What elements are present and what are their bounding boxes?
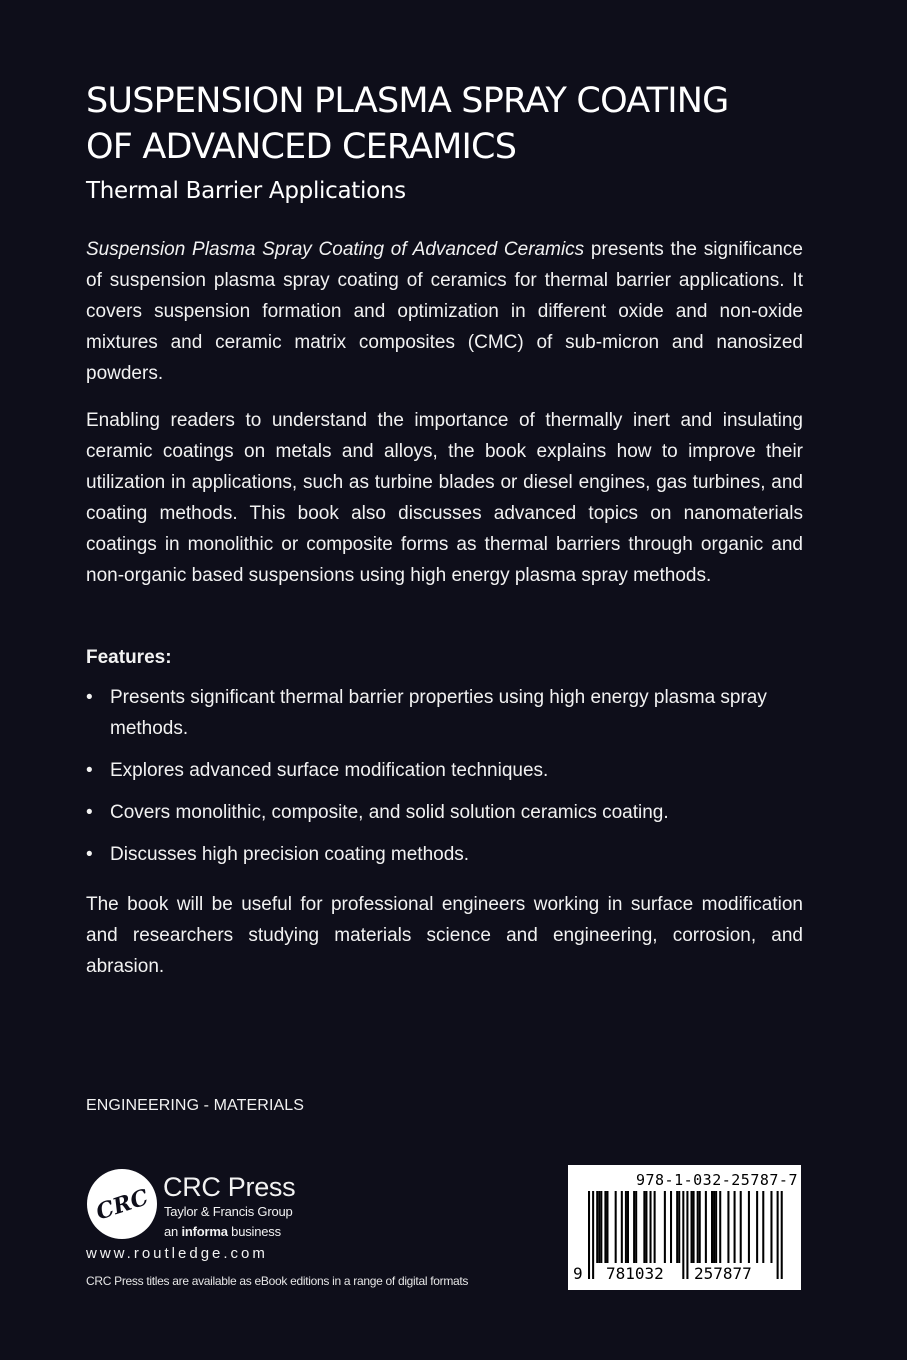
feature-item	[86, 839, 803, 870]
barcode-bar	[756, 1191, 758, 1263]
publisher-group: Taylor & Francis Group	[164, 1204, 293, 1219]
barcode-bar	[705, 1191, 707, 1263]
barcode-bar	[697, 1191, 699, 1263]
barcode-bar	[762, 1191, 764, 1263]
description-paragraph-1-text: presents the significance of suspension plasma spray coating of ceramics for thermal barrier applications. It covers suspension formation and optimization in different oxide and non-oxide mixtures and ceramic matrix composites (CMC) of sub-micron and nanosized powders.	[86, 239, 803, 384]
feature-item	[86, 755, 803, 786]
tagline-suffix: business	[227, 1224, 281, 1239]
barcode-bar	[713, 1191, 715, 1263]
feature-item	[86, 682, 803, 744]
publisher-website[interactable]: www.routledge.com	[86, 1245, 268, 1262]
isbn-number: 978-1-032-25787-7	[635, 1171, 798, 1189]
barcode-bar	[643, 1191, 645, 1263]
subject-category: ENGINEERING - MATERIALS	[86, 1097, 305, 1114]
barcode-digits-right: 257877	[694, 1264, 752, 1283]
barcode-bar	[650, 1191, 652, 1263]
barcode-bar	[627, 1191, 629, 1263]
barcode-bar	[748, 1191, 750, 1263]
barcode-bar	[598, 1191, 600, 1263]
bullet-icon: •	[86, 687, 93, 708]
publisher-name: CRC Press	[163, 1172, 296, 1202]
barcode-bar	[715, 1191, 717, 1263]
audience-paragraph: The book will be useful for professional engineers working in surface modification and researchers studying materials science and engineering, corrosion, and abrasion.	[86, 894, 803, 977]
barcode-digit-first: 9	[573, 1264, 583, 1283]
barcode-guard-bar	[682, 1191, 684, 1279]
barcode-bar	[621, 1191, 623, 1263]
barcode-bar	[727, 1191, 729, 1263]
bullet-icon: •	[86, 760, 93, 781]
barcode-bar	[676, 1191, 678, 1263]
description-paragraph-1	[86, 234, 803, 389]
barcode-guard-bar	[777, 1191, 779, 1279]
barcode-bars	[568, 1191, 801, 1283]
barcode-bar	[596, 1191, 598, 1263]
crc-logo-icon	[86, 1168, 158, 1240]
barcode-bar	[670, 1191, 672, 1263]
book-title-line-2: OF ADVANCED CERAMICS	[86, 127, 517, 167]
tagline-prefix: an	[164, 1224, 182, 1239]
barcode-guard-bar	[781, 1191, 783, 1279]
isbn-barcode	[568, 1165, 801, 1290]
feature-item-text: Presents significant thermal barrier properties using high energy plasma spray methods.	[110, 687, 767, 739]
barcode-bar	[625, 1191, 627, 1263]
crc-logo-text: CRC	[92, 1184, 152, 1226]
barcode-bar	[606, 1191, 608, 1263]
barcode-bar	[699, 1191, 701, 1263]
barcode-bar	[645, 1191, 647, 1263]
book-subtitle: Thermal Barrier Applications	[86, 178, 406, 204]
barcode-bar	[615, 1191, 617, 1263]
barcode-bar	[719, 1191, 721, 1263]
barcode-bar	[604, 1191, 606, 1263]
barcode-bar	[678, 1191, 680, 1263]
barcode-bar	[711, 1191, 713, 1263]
barcode-bar	[691, 1191, 693, 1263]
features-heading: Features:	[86, 647, 172, 668]
publisher-tagline	[164, 1223, 281, 1240]
feature-item-text: Covers monolithic, composite, and solid solution ceramics coating.	[110, 802, 669, 823]
barcode-bar	[740, 1191, 742, 1263]
feature-item-text: Explores advanced surface modification techniques.	[110, 760, 549, 781]
barcode-bar	[734, 1191, 736, 1263]
description-book-title: Suspension Plasma Spray Coating of Advanced Ceramics	[86, 239, 585, 260]
barcode-guard-bar	[588, 1191, 590, 1279]
bullet-icon: •	[86, 802, 93, 823]
book-title-line-1: SUSPENSION PLASMA SPRAY COATING	[86, 81, 729, 121]
barcode-bar	[635, 1191, 637, 1263]
description-paragraph-2: Enabling readers to understand the importance of thermally inert and insulating ceramic coatings on metals and alloys, the book explains how to improve their utilization in applications, such as turbine blades or diesel engines, gas turbines, and coating methods. This book also discusses advanced topics on nanomaterials coatings in monolithic or composite forms as thermal barriers through organic and non-organic based suspensions using high energy plasma spray methods.	[86, 410, 803, 586]
features-list	[86, 682, 803, 881]
tagline-brand: informa	[181, 1224, 228, 1239]
barcode-guard-bar	[592, 1191, 594, 1279]
barcode-digits-left: 781032	[606, 1264, 664, 1283]
ebook-note: CRC Press titles are available as eBook editions in a range of digital formats	[86, 1274, 469, 1288]
bullet-icon: •	[86, 844, 93, 865]
barcode-bar	[654, 1191, 656, 1263]
barcode-bar	[664, 1191, 666, 1263]
barcode-bar	[770, 1191, 772, 1263]
barcode-bar	[600, 1191, 602, 1263]
barcode-guard-bar	[686, 1191, 688, 1279]
feature-item-text: Discusses high precision coating methods.	[110, 844, 470, 865]
barcode-bar	[693, 1191, 695, 1263]
feature-item	[86, 797, 803, 828]
book-title	[86, 78, 846, 170]
barcode-bar	[633, 1191, 635, 1263]
